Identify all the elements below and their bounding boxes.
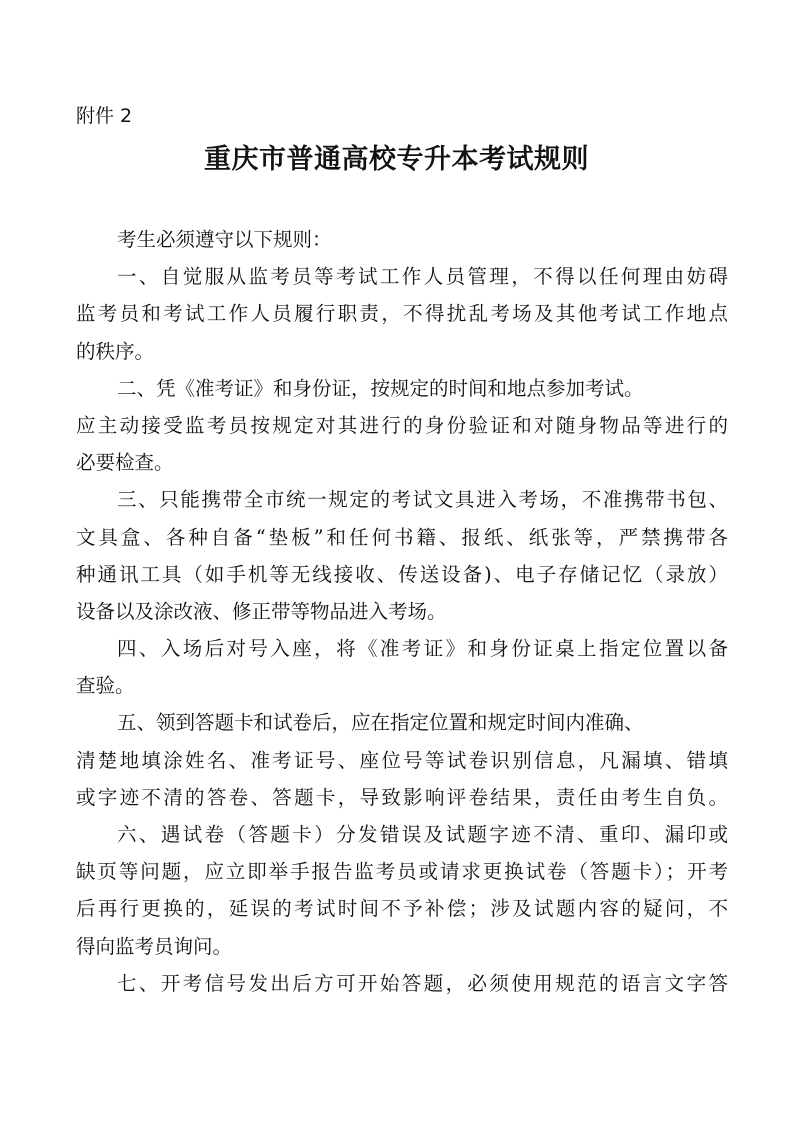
body-line: 文具盒、各种自备“垫板”和任何书籍、报纸、纸张等，严禁携带各 [76,525,728,549]
body-line: 查验。 [76,674,135,698]
body-line: 五、领到答题卡和试卷后，应在指定位置和规定时间内准确、 [117,711,644,735]
body-line: 必要检查。 [76,451,174,475]
body-line: 一、自觉服从监考员等考试工作人员管理，不得以任何理由妨碍 [117,265,728,289]
body-line: 清楚地填涂姓名、准考证号、座位号等试卷识别信息，凡漏填、错填 [76,748,728,772]
body-line: 种通讯工具（如手机等无线接收、传送设备)、电子存储记忆（录放） [76,562,728,586]
body-line: 缺页等问题，应立即举手报告监考员或请求更换试卷（答题卡）；开考 [76,860,728,884]
body-line: 应主动接受监考员按规定对其进行的身份验证和对随身物品等进行的 [76,413,728,437]
attachment-label: 附件 2 [76,105,133,127]
body-line: 后再行更换的，延误的考试时间不予补偿；涉及试题内容的疑问，不 [76,897,728,921]
document-title: 重庆市普通高校专升本考试规则 [204,144,589,175]
body-line: 的秩序。 [76,339,155,363]
body-line: 得向监考员询问。 [76,934,233,958]
body-line: 六、遇试卷（答题卡）分发错误及试题字迹不清、重印、漏印或 [117,823,728,846]
body-line: 三、只能携带全市统一规定的考试文具进入考场，不准携带书包、 [117,488,728,512]
body-line: 二、凭《准考证》和身份证，按规定的时间和地点参加考试。 [117,376,644,400]
body-line: 或字迹不清的答卷、答题卡，导致影响评卷结果，责任由考生自负。 [76,785,728,809]
body-line: 七、开考信号发出后方可开始答题，必须使用规范的语言文字答 [117,971,728,995]
body-line: 四、入场后对号入座，将《准考证》和身份证桌上指定位置以备 [117,637,728,661]
body-line: 考生必须遵守以下规则： [117,228,332,251]
body-line: 监考员和考试工作人员履行职责，不得扰乱考场及其他考试工作地点 [76,302,728,326]
document-body [76,221,728,1002]
body-line: 设备以及涂改液、修正带等物品进入考场。 [76,599,447,623]
